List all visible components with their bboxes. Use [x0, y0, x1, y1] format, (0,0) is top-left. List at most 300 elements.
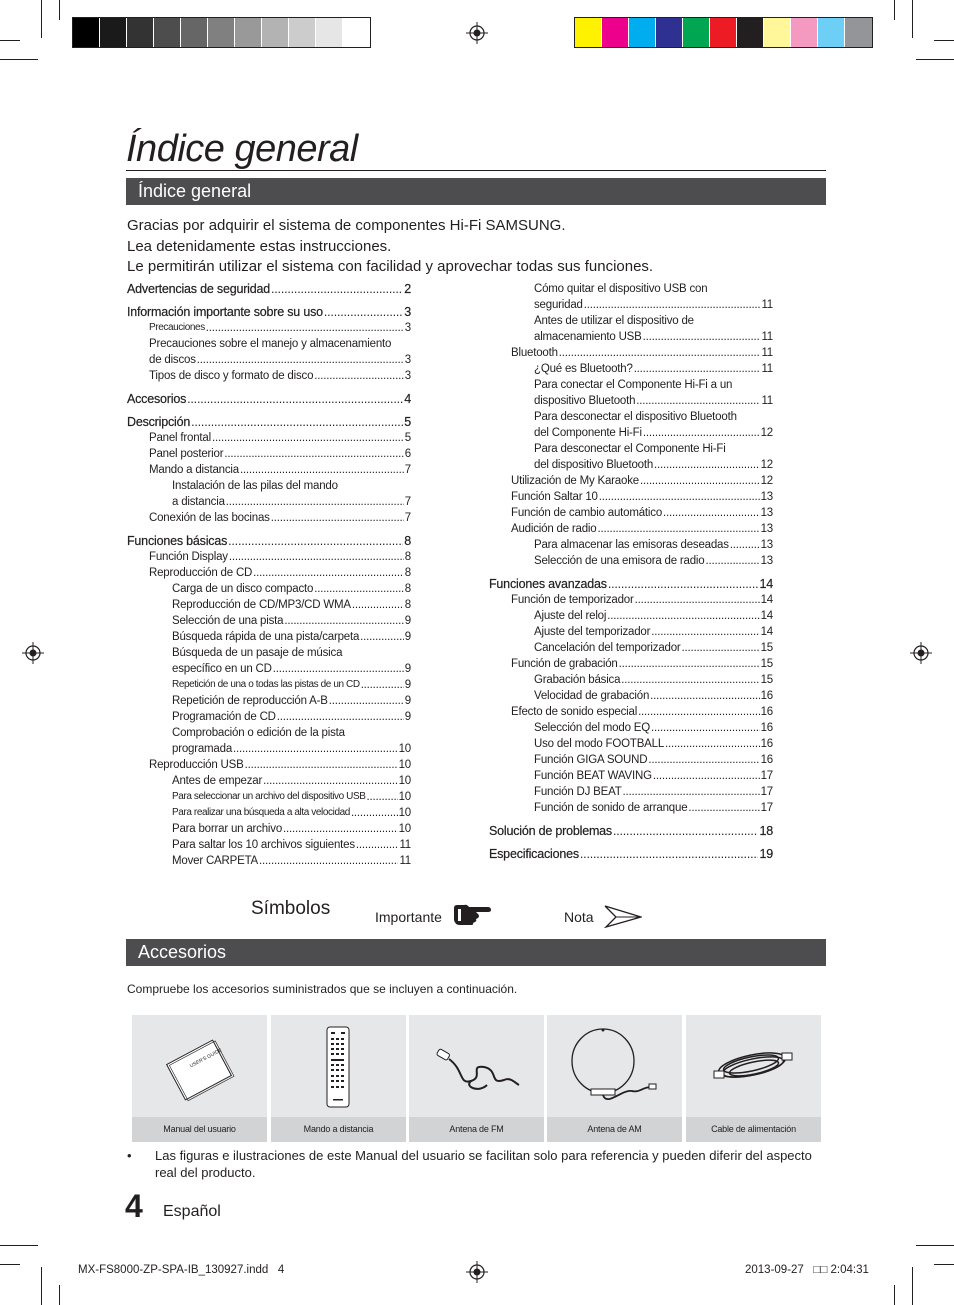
toc-entry-title: Función DJ BEAT	[534, 786, 622, 798]
toc-entry-title: Función de cambio automático	[511, 507, 663, 519]
toc-entry-page: 7	[404, 512, 411, 524]
toc-entry-page: 11	[399, 839, 411, 851]
toc-entry-title: Solución de problemas	[489, 824, 612, 838]
toc-dot-leader	[597, 521, 759, 537]
toc-entry-page: 16	[760, 754, 773, 766]
color-swatch	[791, 18, 818, 47]
toc-entry	[489, 553, 773, 569]
toc-entry	[489, 752, 773, 768]
toc-dot-leader	[224, 446, 403, 462]
toc-entry-title: Antes de utilizar el dispositivo de	[534, 315, 694, 327]
toc-entry-title: Precauciones sobre el manejo y almacenamiento	[149, 338, 392, 350]
toc-entry-page: 12	[760, 427, 773, 439]
toc-entry	[489, 521, 773, 537]
toc-entry	[127, 725, 411, 741]
toc-entry-page: 9	[404, 679, 411, 691]
toc-dot-leader	[263, 773, 397, 789]
crop-mark	[59, 1285, 60, 1305]
color-swatch	[710, 18, 737, 47]
toc-entry	[127, 661, 411, 677]
toc-gap	[489, 839, 773, 846]
toc-entry-page: 3	[404, 354, 411, 366]
registration-mark-icon	[466, 22, 488, 44]
toc-entry-title: Mando a distancia	[149, 464, 239, 476]
toc-entry-title: Funciones básicas	[127, 534, 228, 548]
toc-dot-leader	[651, 720, 760, 736]
toc-entry	[127, 757, 411, 773]
toc-entry-title: Función Display	[149, 551, 228, 563]
toc-entry	[127, 741, 411, 757]
toc-entry	[489, 640, 773, 656]
toc-dot-leader	[277, 709, 404, 725]
toc-entry-page: 16	[760, 706, 773, 718]
toc-entry-title: del Componente Hi-Fi	[534, 427, 642, 439]
toc-entry-title: Antes de empezar	[172, 775, 263, 787]
toc-dot-leader	[608, 576, 759, 592]
toc-entry-page: 9	[404, 711, 411, 723]
toc-entry-page: 16	[760, 690, 773, 702]
toc-dot-leader	[643, 425, 760, 441]
toc-entry	[489, 377, 773, 393]
toc-entry-title: Utilización de My Karaoke	[511, 475, 639, 487]
toc-entry	[127, 581, 411, 597]
crop-mark	[894, 1285, 895, 1305]
toc-entry-page: 11	[399, 855, 411, 867]
am-antenna-icon	[547, 1015, 682, 1117]
toc-entry	[127, 391, 411, 407]
toc-entry	[489, 329, 773, 345]
intro-line: Gracias por adquirir el sistema de componentes Hi-Fi SAMSUNG.	[127, 217, 566, 234]
accessory-label: Mando a distancia	[271, 1117, 406, 1142]
toc-entry-page: 3	[404, 322, 411, 334]
accessory-remote	[271, 1015, 406, 1142]
toc-entry-page: 14	[760, 626, 773, 638]
intro-line: Le permitirán utilizar el sistema con facilidad y aprovechar todas sus funciones.	[127, 258, 654, 275]
toc-entry	[489, 656, 773, 672]
toc-entry-page: 17	[760, 802, 773, 814]
toc-dot-leader	[284, 613, 403, 629]
toc-entry	[489, 361, 773, 377]
toc-entry-page: 13	[760, 539, 773, 551]
color-swatch	[845, 18, 872, 47]
toc-entry	[127, 597, 411, 613]
slug-date: 2013-09-27 □□ 2:04:31	[745, 1264, 869, 1276]
toc-entry	[489, 672, 773, 688]
toc-gap	[127, 526, 411, 533]
page-language: Español	[163, 1203, 221, 1220]
toc-entry-page: 3	[404, 305, 411, 319]
toc-entry	[127, 430, 411, 446]
color-swatch	[208, 18, 235, 47]
toc-entry-page: 9	[404, 631, 411, 643]
crop-mark	[0, 59, 38, 60]
toc-entry	[489, 537, 773, 553]
toc-dot-leader	[228, 533, 403, 549]
toc-entry-page: 11	[761, 299, 773, 311]
toc-entry	[489, 704, 773, 720]
toc-entry	[127, 281, 411, 297]
symbols-title: Símbolos	[251, 898, 331, 919]
toc-entry-title: Selección de una emisora de radio	[534, 555, 705, 567]
toc-entry	[489, 393, 773, 409]
toc-entry	[127, 549, 411, 565]
color-swatch	[154, 18, 181, 47]
color-swatch	[602, 18, 629, 47]
toc-entry-page: 18	[759, 824, 773, 838]
toc-entry-title: específico en un CD	[172, 663, 272, 675]
toc-dot-leader	[607, 608, 759, 624]
intro-text	[127, 216, 653, 278]
toc-dot-leader	[730, 537, 760, 553]
toc-entry-title: Información importante sobre su uso	[127, 305, 323, 319]
svg-text:USER'S GUIDE: USER'S GUIDE	[189, 1047, 224, 1070]
toc-entry	[489, 768, 773, 784]
toc-entry-title: Función de sonido de arranque	[534, 802, 688, 814]
toc-entry	[489, 608, 773, 624]
color-swatch	[343, 18, 370, 47]
toc-entry	[127, 709, 411, 725]
color-swatch	[683, 18, 710, 47]
toc-dot-leader	[635, 592, 760, 608]
toc-entry-page: 6	[404, 448, 411, 460]
toc-dot-leader	[271, 510, 404, 526]
toc-entry-title: Ajuste del reloj	[534, 610, 607, 622]
toc-entry-page: 15	[760, 674, 773, 686]
toc-entry	[127, 533, 411, 549]
toc-dot-leader	[663, 505, 760, 521]
toc-dot-leader	[253, 565, 404, 581]
color-swatch	[764, 18, 791, 47]
toc-dot-leader	[623, 784, 760, 800]
toc-entry	[127, 789, 411, 805]
toc-entry-title: Reproducción de CD	[149, 567, 253, 579]
toc-entry-page: 7	[404, 496, 411, 508]
toc-entry-title: Cómo quitar el dispositivo USB con	[534, 283, 708, 295]
toc-entry-title: Tipos de disco y formato de disco	[149, 370, 314, 382]
toc-entry	[127, 645, 411, 661]
manual-icon	[132, 1015, 267, 1117]
toc-entry-page: 3	[404, 370, 411, 382]
toc-entry	[127, 510, 411, 526]
color-swatch	[629, 18, 656, 47]
toc-entry-page: 15	[760, 658, 773, 670]
toc-entry-title: Repetición de una o todas las pistas de un CD	[172, 679, 360, 690]
toc-entry-page: 13	[760, 491, 773, 503]
toc-dot-leader	[367, 789, 398, 805]
toc-entry-title: Para desconectar el Componente Hi-Fi	[534, 443, 726, 455]
toc-entry-title: Selección del modo EQ	[534, 722, 650, 734]
toc-dot-leader	[688, 800, 759, 816]
crop-mark	[41, 0, 42, 38]
toc-entry-page: 10	[398, 823, 411, 835]
toc-entry-title: Función GIGA SOUND	[534, 754, 648, 766]
toc-dot-leader	[665, 736, 760, 752]
toc-entry-page: 8	[404, 583, 411, 595]
toc-dot-leader	[226, 494, 404, 510]
toc-entry-title: Para almacenar las emisoras deseadas	[534, 539, 729, 551]
toc-entry	[489, 313, 773, 329]
toc-entry	[127, 805, 411, 821]
crop-mark	[41, 1267, 42, 1305]
crop-mark	[0, 40, 20, 41]
toc-dot-leader	[197, 352, 404, 368]
toc-entry-title: Conexión de las bocinas	[149, 512, 270, 524]
page-number: 4	[125, 1188, 143, 1224]
toc-entry-title: del dispositivo Bluetooth	[534, 459, 654, 471]
accessory-am-antenna	[547, 1015, 682, 1142]
toc-gap	[127, 384, 411, 391]
toc-entry-title: dispositivo Bluetooth	[534, 395, 636, 407]
toc-entry	[127, 837, 411, 853]
toc-dot-leader	[640, 473, 760, 489]
crop-mark	[916, 59, 954, 60]
toc-entry	[489, 409, 773, 425]
toc-entry	[489, 457, 773, 473]
crop-mark	[0, 1245, 38, 1246]
toc-entry-title: Función Saltar 10	[511, 491, 598, 503]
toc-dot-leader	[654, 457, 760, 473]
toc-entry-title: Descripción	[127, 415, 191, 429]
toc-entry-title: Función de grabación	[511, 658, 618, 670]
toc-entry-title: Bluetooth	[511, 347, 558, 359]
toc-dot-leader	[584, 297, 761, 313]
toc-entry	[127, 629, 411, 645]
color-swatch	[127, 18, 154, 47]
toc-dot-leader	[259, 853, 398, 869]
intro-line: Lea detenidamente estas instrucciones.	[127, 237, 392, 255]
color-swatch	[262, 18, 289, 47]
toc-entry	[127, 478, 411, 494]
process-color-bar	[574, 17, 873, 48]
toc-dot-leader	[187, 391, 403, 407]
toc-entry-title: Para realizar una búsqueda a alta velocidad	[172, 807, 350, 818]
toc-entry-title: Panel frontal	[149, 432, 211, 444]
registration-mark-icon	[466, 1261, 488, 1283]
toc-entry-title: Funciones avanzadas	[489, 577, 607, 591]
toc-entry-page: 11	[761, 331, 773, 343]
toc-entry	[489, 624, 773, 640]
crop-mark	[894, 0, 895, 20]
toc-right-column	[489, 281, 773, 862]
toc-entry-page: 17	[760, 786, 773, 798]
toc-entry-title: seguridad	[534, 299, 583, 311]
toc-entry-page: 9	[404, 695, 411, 707]
toc-entry-page: 13	[760, 555, 773, 567]
toc-dot-leader	[599, 489, 760, 505]
toc-entry-title: Velocidad de grabación	[534, 690, 650, 702]
registration-mark-icon	[22, 642, 44, 664]
toc-dot-leader	[636, 393, 760, 409]
slug-file: MX-FS8000-ZP-SPA-IB_130927.indd 4	[78, 1264, 285, 1276]
accessory-label: Antena de AM	[547, 1117, 682, 1142]
accessory-power-cable	[686, 1015, 821, 1142]
toc-entry-title: Programación de CD	[172, 711, 276, 723]
toc-entry	[127, 773, 411, 789]
toc-entry-page: 10	[398, 743, 411, 755]
toc-entry-page: 12	[760, 475, 773, 487]
toc-entry-title: Búsqueda de un pasaje de música	[172, 647, 343, 659]
toc-entry-title: Reproducción USB	[149, 759, 244, 771]
toc-dot-leader	[621, 672, 759, 688]
crop-mark	[916, 1245, 954, 1246]
accessories-note: Compruebe los accesorios suministrados que se incluyen a continuación.	[127, 982, 518, 996]
toc-entry	[127, 613, 411, 629]
accessory-fm-antenna	[409, 1015, 544, 1142]
toc-entry	[489, 800, 773, 816]
toc-entry-page: 12	[760, 459, 773, 471]
crop-mark	[934, 40, 954, 41]
page-title: Índice general	[126, 128, 358, 170]
toc-entry-page: 10	[398, 791, 411, 803]
toc-entry-title: Reproducción de CD/MP3/CD WMA	[172, 599, 351, 611]
color-swatch	[737, 18, 764, 47]
toc-entry	[489, 281, 773, 297]
toc-entry	[489, 846, 773, 862]
color-swatch	[100, 18, 127, 47]
toc-entry-title: Uso del modo FOOTBALL	[534, 738, 665, 750]
toc-entry-page: 14	[759, 577, 773, 591]
toc-dot-leader	[229, 549, 404, 565]
toc-entry-page: 8	[404, 551, 411, 563]
color-swatch	[235, 18, 262, 47]
toc-entry-page: 11	[761, 363, 773, 375]
toc-entry	[489, 505, 773, 521]
toc-dot-leader	[245, 757, 398, 773]
toc-entry-title: Instalación de las pilas del mando	[172, 480, 338, 492]
toc-left-column	[127, 281, 411, 869]
toc-entry	[127, 565, 411, 581]
toc-entry-title: Repetición de reproducción A-B	[172, 695, 328, 707]
toc-entry-page: 9	[404, 615, 411, 627]
crop-mark	[912, 1267, 913, 1305]
toc-entry-page: 8	[404, 567, 411, 579]
toc-entry-title: Efecto de sonido especial	[511, 706, 638, 718]
toc-dot-leader	[648, 752, 759, 768]
toc-entry-page: 5	[404, 432, 411, 444]
color-swatch	[73, 18, 100, 47]
toc-entry-page: 14	[760, 610, 773, 622]
toc-dot-leader	[360, 629, 404, 645]
toc-entry-page: 10	[398, 759, 411, 771]
bullet-icon: •	[127, 1148, 132, 1163]
toc-entry-title: Carga de un disco compacto	[172, 583, 314, 595]
section-header-accessories: Accesorios	[126, 939, 826, 966]
toc-entry-title: a distancia	[172, 496, 225, 508]
note-arrow-icon	[604, 904, 642, 928]
power-cable-icon	[686, 1015, 821, 1117]
toc-dot-leader	[273, 661, 404, 677]
toc-entry-title: Grabación básica	[534, 674, 621, 686]
toc-entry-title: Accesorios	[127, 392, 187, 406]
toc-entry-title: Precauciones	[149, 322, 205, 333]
toc-entry-page: 16	[760, 722, 773, 734]
toc-dot-leader	[619, 656, 760, 672]
toc-entry	[127, 352, 411, 368]
toc-entry-title: Especificaciones	[489, 847, 579, 861]
color-swatch	[656, 18, 683, 47]
grayscale-color-bar	[72, 17, 371, 48]
toc-entry-title: Ajuste del temporizador	[534, 626, 651, 638]
accessories-disclaimer	[127, 1147, 827, 1181]
toc-entry-page: 16	[760, 738, 773, 750]
toc-entry-title: Función de temporizador	[511, 594, 634, 606]
toc-entry-title: Comprobación o edición de la pista	[172, 727, 345, 739]
crop-mark	[0, 1264, 20, 1265]
pointing-hand-icon	[452, 902, 492, 926]
toc-entry-title: Mover CARPETA	[172, 855, 259, 867]
toc-dot-leader	[705, 553, 759, 569]
important-label: Importante	[375, 909, 442, 925]
color-swatch	[316, 18, 343, 47]
toc-entry-page: 17	[760, 770, 773, 782]
toc-entry	[127, 693, 411, 709]
toc-entry-title: Audición de radio	[511, 523, 597, 535]
toc-dot-leader	[613, 823, 759, 839]
toc-entry-title: programada	[172, 743, 233, 755]
toc-dot-leader	[240, 462, 404, 478]
toc-dot-leader	[324, 304, 403, 320]
toc-entry-page: 8	[404, 534, 411, 548]
toc-entry	[489, 736, 773, 752]
toc-entry-title: Para conectar el Componente Hi-Fi a un	[534, 379, 733, 391]
accessory-manual	[132, 1015, 267, 1142]
toc-entry-page: 19	[759, 847, 773, 861]
toc-dot-leader	[653, 768, 760, 784]
toc-entry	[489, 720, 773, 736]
toc-dot-leader	[351, 805, 398, 821]
toc-dot-leader	[651, 624, 759, 640]
toc-entry	[127, 853, 411, 869]
toc-entry-title: Búsqueda rápida de una pista/carpeta	[172, 631, 360, 643]
toc-entry-page: 11	[761, 347, 773, 359]
toc-dot-leader	[650, 688, 759, 704]
title-rule	[126, 170, 826, 171]
toc-entry	[127, 462, 411, 478]
toc-gap	[489, 816, 773, 823]
toc-entry	[127, 336, 411, 352]
toc-entry-title: de discos	[149, 354, 196, 366]
remote-icon	[271, 1015, 406, 1117]
accessory-label: Antena de FM	[409, 1117, 544, 1142]
toc-entry	[489, 592, 773, 608]
color-swatch	[575, 18, 602, 47]
toc-entry-page: 7	[404, 464, 411, 476]
toc-entry	[127, 494, 411, 510]
toc-entry-title: Cancelación del temporizador	[534, 642, 681, 654]
toc-dot-leader	[271, 281, 403, 297]
toc-entry	[489, 441, 773, 457]
fm-antenna-icon	[409, 1015, 544, 1117]
color-swatch	[818, 18, 845, 47]
toc-entry-title: Para seleccionar un archivo del dispositivo USB	[172, 791, 366, 802]
toc-entry	[127, 446, 411, 462]
toc-entry-page: 10	[398, 775, 411, 787]
toc-dot-leader	[559, 345, 761, 361]
toc-entry-title: Para borrar un archivo	[172, 823, 283, 835]
toc-entry	[489, 688, 773, 704]
toc-dot-leader	[638, 704, 760, 720]
toc-dot-leader	[361, 677, 404, 693]
toc-entry	[489, 576, 773, 592]
toc-entry-page: 9	[404, 663, 411, 675]
toc-entry	[127, 368, 411, 384]
toc-entry	[489, 784, 773, 800]
toc-entry-title: ¿Qué es Bluetooth?	[534, 363, 633, 375]
toc-dot-leader	[580, 846, 759, 862]
toc-dot-leader	[191, 414, 403, 430]
toc-entry-page: 10	[398, 807, 411, 819]
toc-dot-leader	[643, 329, 761, 345]
